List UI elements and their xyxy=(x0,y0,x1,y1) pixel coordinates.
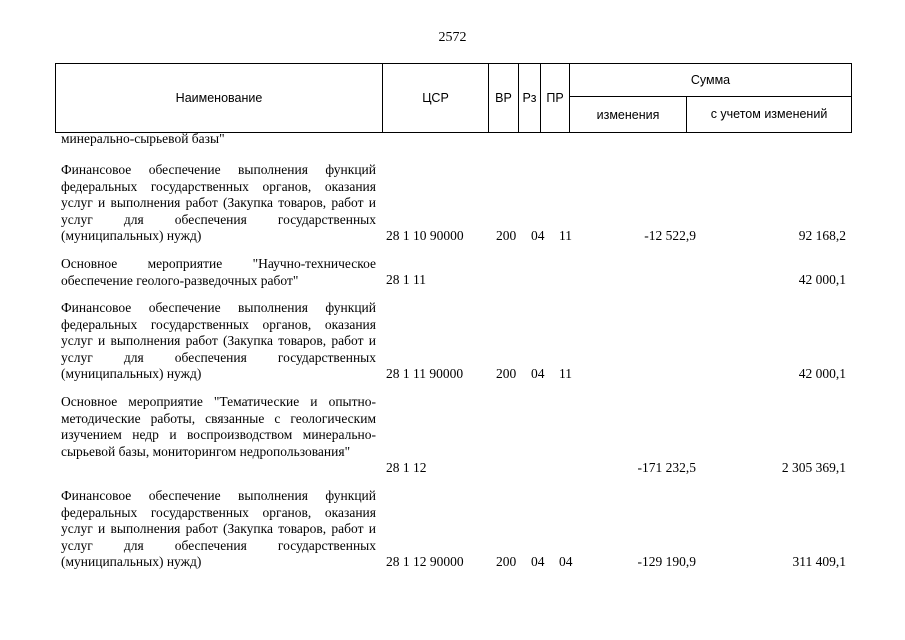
row-description: Основное мероприятие "Тематические и опытно-методические работы, связанные с геологическим изучением недр и воспроизводством минерально-сырьевой базы, мониторингом недропользования" xyxy=(61,394,376,459)
table-header xyxy=(55,63,852,133)
row-rz: 04 xyxy=(531,554,545,569)
header-csr: ЦСР xyxy=(383,64,489,133)
row-vr: 200 xyxy=(496,228,517,243)
header-rz: Рз xyxy=(519,64,541,133)
row-change: -12 522,9 xyxy=(644,228,696,243)
row-rz: 04 xyxy=(531,366,545,381)
page-number: 2572 xyxy=(438,30,467,45)
row-pr: 11 xyxy=(559,228,572,243)
header-change: изменения xyxy=(570,97,687,133)
row-vr: 200 xyxy=(496,366,517,381)
row-csr: 28 1 11 xyxy=(386,272,426,287)
row-csr: 28 1 12 xyxy=(386,460,427,475)
header-pr: ПР xyxy=(541,64,570,133)
row-total: 42 000,1 xyxy=(798,366,846,381)
row-description: Финансовое обеспечение выполнения функций федеральных государственных органов, оказания услуг и выполнения работ (Закупка товаров, работ и услуг для обеспечения государственных (муниципальных) нужд) xyxy=(61,162,376,243)
row-vr: 200 xyxy=(496,554,517,569)
row-description: Основное мероприятие "Научно-техническое обеспечение геолого-разведочных работ" xyxy=(61,256,376,288)
continuation-text: минерально-сырьевой базы" xyxy=(61,131,225,146)
header-with-change: с учетом изменений xyxy=(687,97,852,133)
row-pr: 11 xyxy=(559,366,572,381)
header-name: Наименование xyxy=(56,64,383,133)
row-pr: 04 xyxy=(559,554,573,569)
row-change: -129 190,9 xyxy=(637,554,696,569)
row-change: -171 232,5 xyxy=(637,460,696,475)
row-rz: 04 xyxy=(531,228,545,243)
row-total: 42 000,1 xyxy=(798,272,846,287)
header-vr: ВР xyxy=(489,64,519,133)
row-total: 92 168,2 xyxy=(798,228,846,243)
row-description: Финансовое обеспечение выполнения функций федеральных государственных органов, оказания услуг и выполнения работ (Закупка товаров, работ и услуг для обеспечения государственных (муниципальных) нужд) xyxy=(61,488,376,569)
row-csr: 28 1 12 90000 xyxy=(386,554,464,569)
row-csr: 28 1 10 90000 xyxy=(386,228,464,243)
row-total: 311 409,1 xyxy=(792,554,846,569)
header-sum: Сумма xyxy=(570,64,852,97)
row-total: 2 305 369,1 xyxy=(781,460,846,475)
row-description: Финансовое обеспечение выполнения функций федеральных государственных органов, оказания услуг и выполнения работ (Закупка товаров, работ и услуг для обеспечения государственных (муниципальных) нужд) xyxy=(61,300,376,381)
row-csr: 28 1 11 90000 xyxy=(386,366,464,381)
